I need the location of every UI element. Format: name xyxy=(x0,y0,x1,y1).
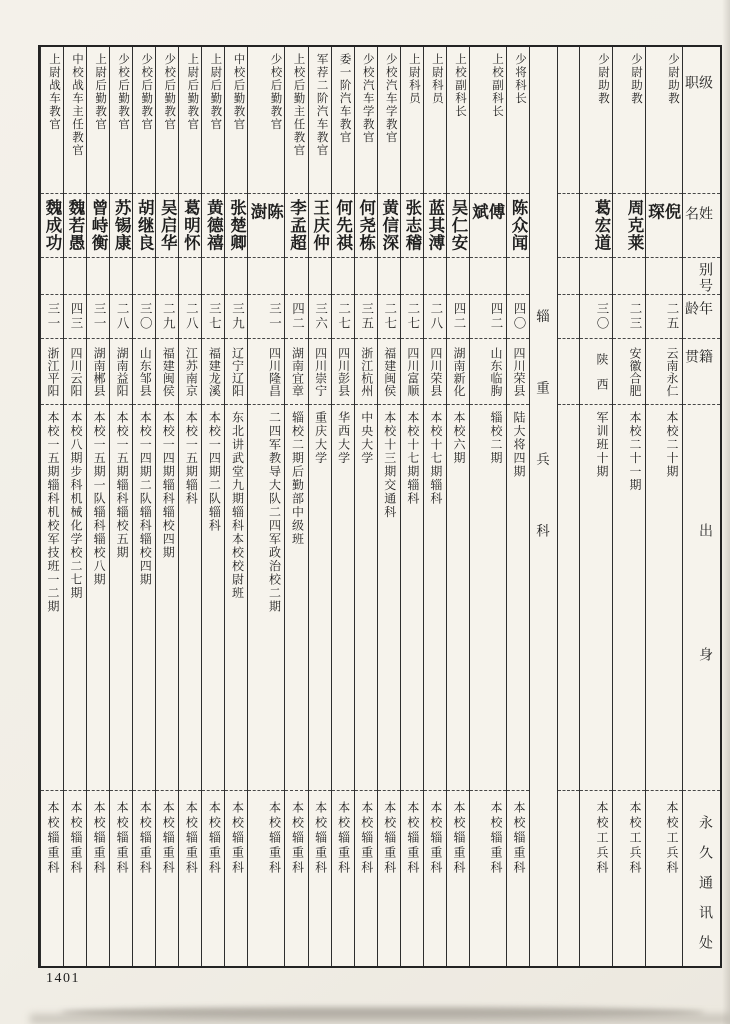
person-age: 四三 xyxy=(64,294,86,338)
person-name: 张楚卿 xyxy=(225,193,247,257)
person-contact: 本校辎重科 xyxy=(285,790,307,966)
person-contact: 本校辎重科 xyxy=(202,790,224,966)
person-age: 三一 xyxy=(87,294,109,338)
person-alias xyxy=(110,257,132,294)
person-origin: 浙江平阳 xyxy=(41,338,63,404)
header-origin: 籍贯 xyxy=(683,338,720,404)
person-background: 本校八期步科机械化学校二七期 xyxy=(64,404,86,790)
person-age: 四二 xyxy=(285,294,307,338)
person-rank: 上校副科长 xyxy=(490,53,503,118)
person-column xyxy=(224,47,247,966)
blank-column xyxy=(557,47,579,966)
person-contact: 本校工兵科 xyxy=(646,790,682,966)
person-background: 本校二十一期 xyxy=(613,404,645,790)
person-name: 陈澍 xyxy=(248,193,284,257)
person-age: 三七 xyxy=(202,294,224,338)
person-contact: 本校辎重科 xyxy=(41,790,63,966)
person-rank: 少尉助教 xyxy=(597,53,609,105)
person-alias xyxy=(613,257,645,294)
person-alias xyxy=(580,257,612,294)
person-origin: 福建龙溪 xyxy=(202,338,224,404)
person-age: 三一 xyxy=(41,294,63,338)
person-background: 本校六期 xyxy=(447,404,469,790)
person-name: 张志稽 xyxy=(401,193,423,257)
person-column xyxy=(284,47,307,966)
person-rank: 少校后勤教官 xyxy=(140,53,153,131)
person-contact: 本校辎重科 xyxy=(447,790,469,966)
person-age: 三五 xyxy=(355,294,377,338)
person-name: 葛明怀 xyxy=(179,193,201,257)
person-alias xyxy=(401,257,423,294)
person-column xyxy=(645,47,682,966)
person-column xyxy=(86,47,109,966)
person-origin: 湖南郴县 xyxy=(87,338,109,404)
person-rank: 军荐二阶汽车教官 xyxy=(315,53,328,157)
person-rank: 少校后勤教官 xyxy=(117,53,130,131)
person-contact: 本校辎重科 xyxy=(156,790,178,966)
person-origin: 四川崇宁 xyxy=(309,338,331,404)
person-contact: 本校辎重科 xyxy=(179,790,201,966)
person-background: 军训班十期 xyxy=(580,404,612,790)
person-age: 二九 xyxy=(156,294,178,338)
person-column xyxy=(132,47,155,966)
person-name: 傅斌 xyxy=(470,193,506,257)
header-age: 年龄 xyxy=(683,294,720,338)
person-origin: 辽宁辽阳 xyxy=(225,338,247,404)
person-name: 魏若愚 xyxy=(64,193,86,257)
scan-edge-artifact xyxy=(60,1007,705,1018)
person-name: 周克莱 xyxy=(613,193,645,257)
person-rank: 少校汽车学教官 xyxy=(361,53,374,144)
person-origin: 四川云阳 xyxy=(64,338,86,404)
person-column xyxy=(446,47,469,966)
person-age: 二七 xyxy=(332,294,354,338)
person-origin: 湖南宜章 xyxy=(285,338,307,404)
person-background: 二四军教导大队二四军政治校二期 xyxy=(248,404,284,790)
person-origin: 浙江杭州 xyxy=(355,338,377,404)
person-alias xyxy=(309,257,331,294)
header-rank: 级职 xyxy=(683,75,712,145)
person-name: 何尧栋 xyxy=(355,193,377,257)
person-background: 陆大将四期 xyxy=(507,404,529,790)
person-background: 重庆大学 xyxy=(309,404,331,790)
section-divider-column xyxy=(529,47,557,966)
person-rank: 少校汽车学教官 xyxy=(384,53,397,144)
person-origin: 陕 西 xyxy=(580,338,612,404)
person-alias xyxy=(41,257,63,294)
person-alias xyxy=(507,257,529,294)
person-alias xyxy=(285,257,307,294)
person-alias xyxy=(378,257,400,294)
person-contact: 本校辎重科 xyxy=(309,790,331,966)
person-column xyxy=(308,47,331,966)
person-alias xyxy=(179,257,201,294)
person-alias xyxy=(202,257,224,294)
person-column xyxy=(109,47,132,966)
person-background: 本校一四期辎科辎校四期 xyxy=(156,404,178,790)
person-rank: 上尉战车教官 xyxy=(47,53,60,131)
person-background: 本校十七期辎科 xyxy=(401,404,423,790)
person-background: 本校十七期辎科 xyxy=(424,404,446,790)
person-background: 东北讲武堂九期辎科本校校尉班 xyxy=(225,404,247,790)
person-name: 吴启华 xyxy=(156,193,178,257)
person-background: 本校一四期二队辎科辎校四期 xyxy=(133,404,155,790)
person-contact: 本校辎重科 xyxy=(378,790,400,966)
person-alias xyxy=(447,257,469,294)
person-name: 何先祺 xyxy=(332,193,354,257)
person-column xyxy=(331,47,354,966)
person-background: 华西大学 xyxy=(332,404,354,790)
person-name: 王庆仲 xyxy=(309,193,331,257)
person-contact: 本校辎重科 xyxy=(64,790,86,966)
person-contact: 本校辎重科 xyxy=(424,790,446,966)
person-rank: 少尉助教 xyxy=(630,53,642,105)
person-age: 二七 xyxy=(401,294,423,338)
person-rank: 中校战车主任教官 xyxy=(71,53,83,157)
person-rank: 上尉后勤教官 xyxy=(209,53,222,131)
person-column xyxy=(155,47,178,966)
person-background: 本校一五期辎科辎校五期 xyxy=(110,404,132,790)
person-age: 三九 xyxy=(225,294,247,338)
person-contact: 本校辎重科 xyxy=(87,790,109,966)
person-origin: 湖南益阳 xyxy=(110,338,132,404)
person-age: 二八 xyxy=(179,294,201,338)
person-origin: 四川富顺 xyxy=(401,338,423,404)
person-alias xyxy=(470,257,506,294)
person-name: 胡继良 xyxy=(133,193,155,257)
person-origin: 山东邹县 xyxy=(133,338,155,404)
person-rank: 中校后勤教官 xyxy=(232,53,245,131)
person-background: 中央大学 xyxy=(355,404,377,790)
person-contact: 本校辎重科 xyxy=(355,790,377,966)
person-origin: 江苏南京 xyxy=(179,338,201,404)
person-rank: 上校副科长 xyxy=(453,53,466,118)
person-alias xyxy=(248,257,284,294)
person-background: 本校一四期二队辎科 xyxy=(202,404,224,790)
person-age: 二八 xyxy=(424,294,446,338)
person-contact: 本校辎重科 xyxy=(133,790,155,966)
person-column xyxy=(247,47,284,966)
person-name: 黄德禧 xyxy=(202,193,224,257)
person-column xyxy=(178,47,201,966)
section-divider-label: 辎重兵科 xyxy=(534,309,549,595)
person-column xyxy=(469,47,506,966)
person-column xyxy=(377,47,400,966)
person-contact: 本校辎重科 xyxy=(332,790,354,966)
person-alias xyxy=(646,257,682,294)
person-rank: 上尉后勤教官 xyxy=(94,53,107,131)
person-background: 本校二十期 xyxy=(646,404,682,790)
person-alias xyxy=(156,257,178,294)
person-contact: 本校工兵科 xyxy=(580,790,612,966)
person-age: 三六 xyxy=(309,294,331,338)
person-origin: 云南永仁 xyxy=(646,338,682,404)
person-alias xyxy=(332,257,354,294)
person-column xyxy=(506,47,529,966)
person-alias xyxy=(133,257,155,294)
person-rank: 上校后勤主任教官 xyxy=(292,53,305,157)
header-alias: 别号 xyxy=(683,257,720,294)
person-rank: 上尉科员 xyxy=(430,53,443,105)
person-column xyxy=(423,47,446,966)
person-contact: 本校辎重科 xyxy=(507,790,529,966)
person-column xyxy=(612,47,645,966)
person-background: 本校一五期辎科机校军技班一二期 xyxy=(41,404,63,790)
person-rank: 少尉助教 xyxy=(667,53,679,105)
person-background: 本校一五期辎科 xyxy=(179,404,201,790)
person-name: 黄信深 xyxy=(378,193,400,257)
person-rank: 少将科长 xyxy=(514,53,526,105)
person-alias xyxy=(355,257,377,294)
person-name: 魏成功 xyxy=(41,193,63,257)
roster-table xyxy=(38,45,722,968)
header-background: 出身 xyxy=(683,404,720,790)
person-alias xyxy=(64,257,86,294)
person-name: 李孟超 xyxy=(285,193,307,257)
person-rank: 上尉后勤教官 xyxy=(186,53,199,131)
person-name: 蓝其溥 xyxy=(424,193,446,257)
header-contact: 永久通讯处 xyxy=(683,790,720,966)
person-age: 二七 xyxy=(378,294,400,338)
header-name: 姓名 xyxy=(683,193,720,257)
person-rank: 少校后勤教官 xyxy=(269,53,282,131)
person-column xyxy=(400,47,423,966)
person-age: 四二 xyxy=(447,294,469,338)
person-contact: 本校辎重科 xyxy=(110,790,132,966)
person-name: 苏锡康 xyxy=(110,193,132,257)
person-rank: 委一阶汽车教官 xyxy=(338,53,351,144)
person-age: 二八 xyxy=(110,294,132,338)
person-rank: 少校后勤教官 xyxy=(163,53,176,131)
person-contact: 本校辎重科 xyxy=(401,790,423,966)
person-alias xyxy=(87,257,109,294)
person-name: 吴仁安 xyxy=(447,193,469,257)
person-background: 本校十三期交通科 xyxy=(378,404,400,790)
person-column xyxy=(579,47,612,966)
person-column xyxy=(354,47,377,966)
person-column xyxy=(63,47,86,966)
person-name: 倪琛 xyxy=(646,193,682,257)
person-origin: 四川荣县 xyxy=(424,338,446,404)
header-column xyxy=(682,47,720,966)
person-origin: 山东临朐 xyxy=(470,338,506,404)
person-age: 三〇 xyxy=(580,294,612,338)
person-name: 葛宏道 xyxy=(580,193,612,257)
person-rank: 上尉科员 xyxy=(407,53,420,105)
person-contact: 本校工兵科 xyxy=(613,790,645,966)
page-number: 1401 xyxy=(46,971,80,986)
person-age: 三一 xyxy=(248,294,284,338)
person-contact: 本校辎重科 xyxy=(225,790,247,966)
person-column xyxy=(201,47,224,966)
person-age: 三〇 xyxy=(133,294,155,338)
person-origin: 湖南新化 xyxy=(447,338,469,404)
person-age: 二三 xyxy=(613,294,645,338)
person-contact: 本校辎重科 xyxy=(470,790,506,966)
person-origin: 四川荣县 xyxy=(507,338,529,404)
person-background: 辎校二期后勤部中级班 xyxy=(285,404,307,790)
person-background: 辎校二期 xyxy=(470,404,506,790)
person-age: 四〇 xyxy=(507,294,529,338)
person-origin: 四川隆昌 xyxy=(248,338,284,404)
person-name: 曾峙衡 xyxy=(87,193,109,257)
person-age: 二五 xyxy=(646,294,682,338)
person-age: 四二 xyxy=(470,294,506,338)
person-name: 陈众闻 xyxy=(507,193,529,257)
person-alias xyxy=(225,257,247,294)
person-alias xyxy=(424,257,446,294)
person-origin: 四川彭县 xyxy=(332,338,354,404)
person-contact: 本校辎重科 xyxy=(248,790,284,966)
person-origin: 福建闽侯 xyxy=(156,338,178,404)
person-background: 本校一五期一队辎科辎校八期 xyxy=(87,404,109,790)
person-origin: 安徽合肥 xyxy=(613,338,645,404)
person-origin: 福建闽侯 xyxy=(378,338,400,404)
person-column xyxy=(40,47,63,966)
